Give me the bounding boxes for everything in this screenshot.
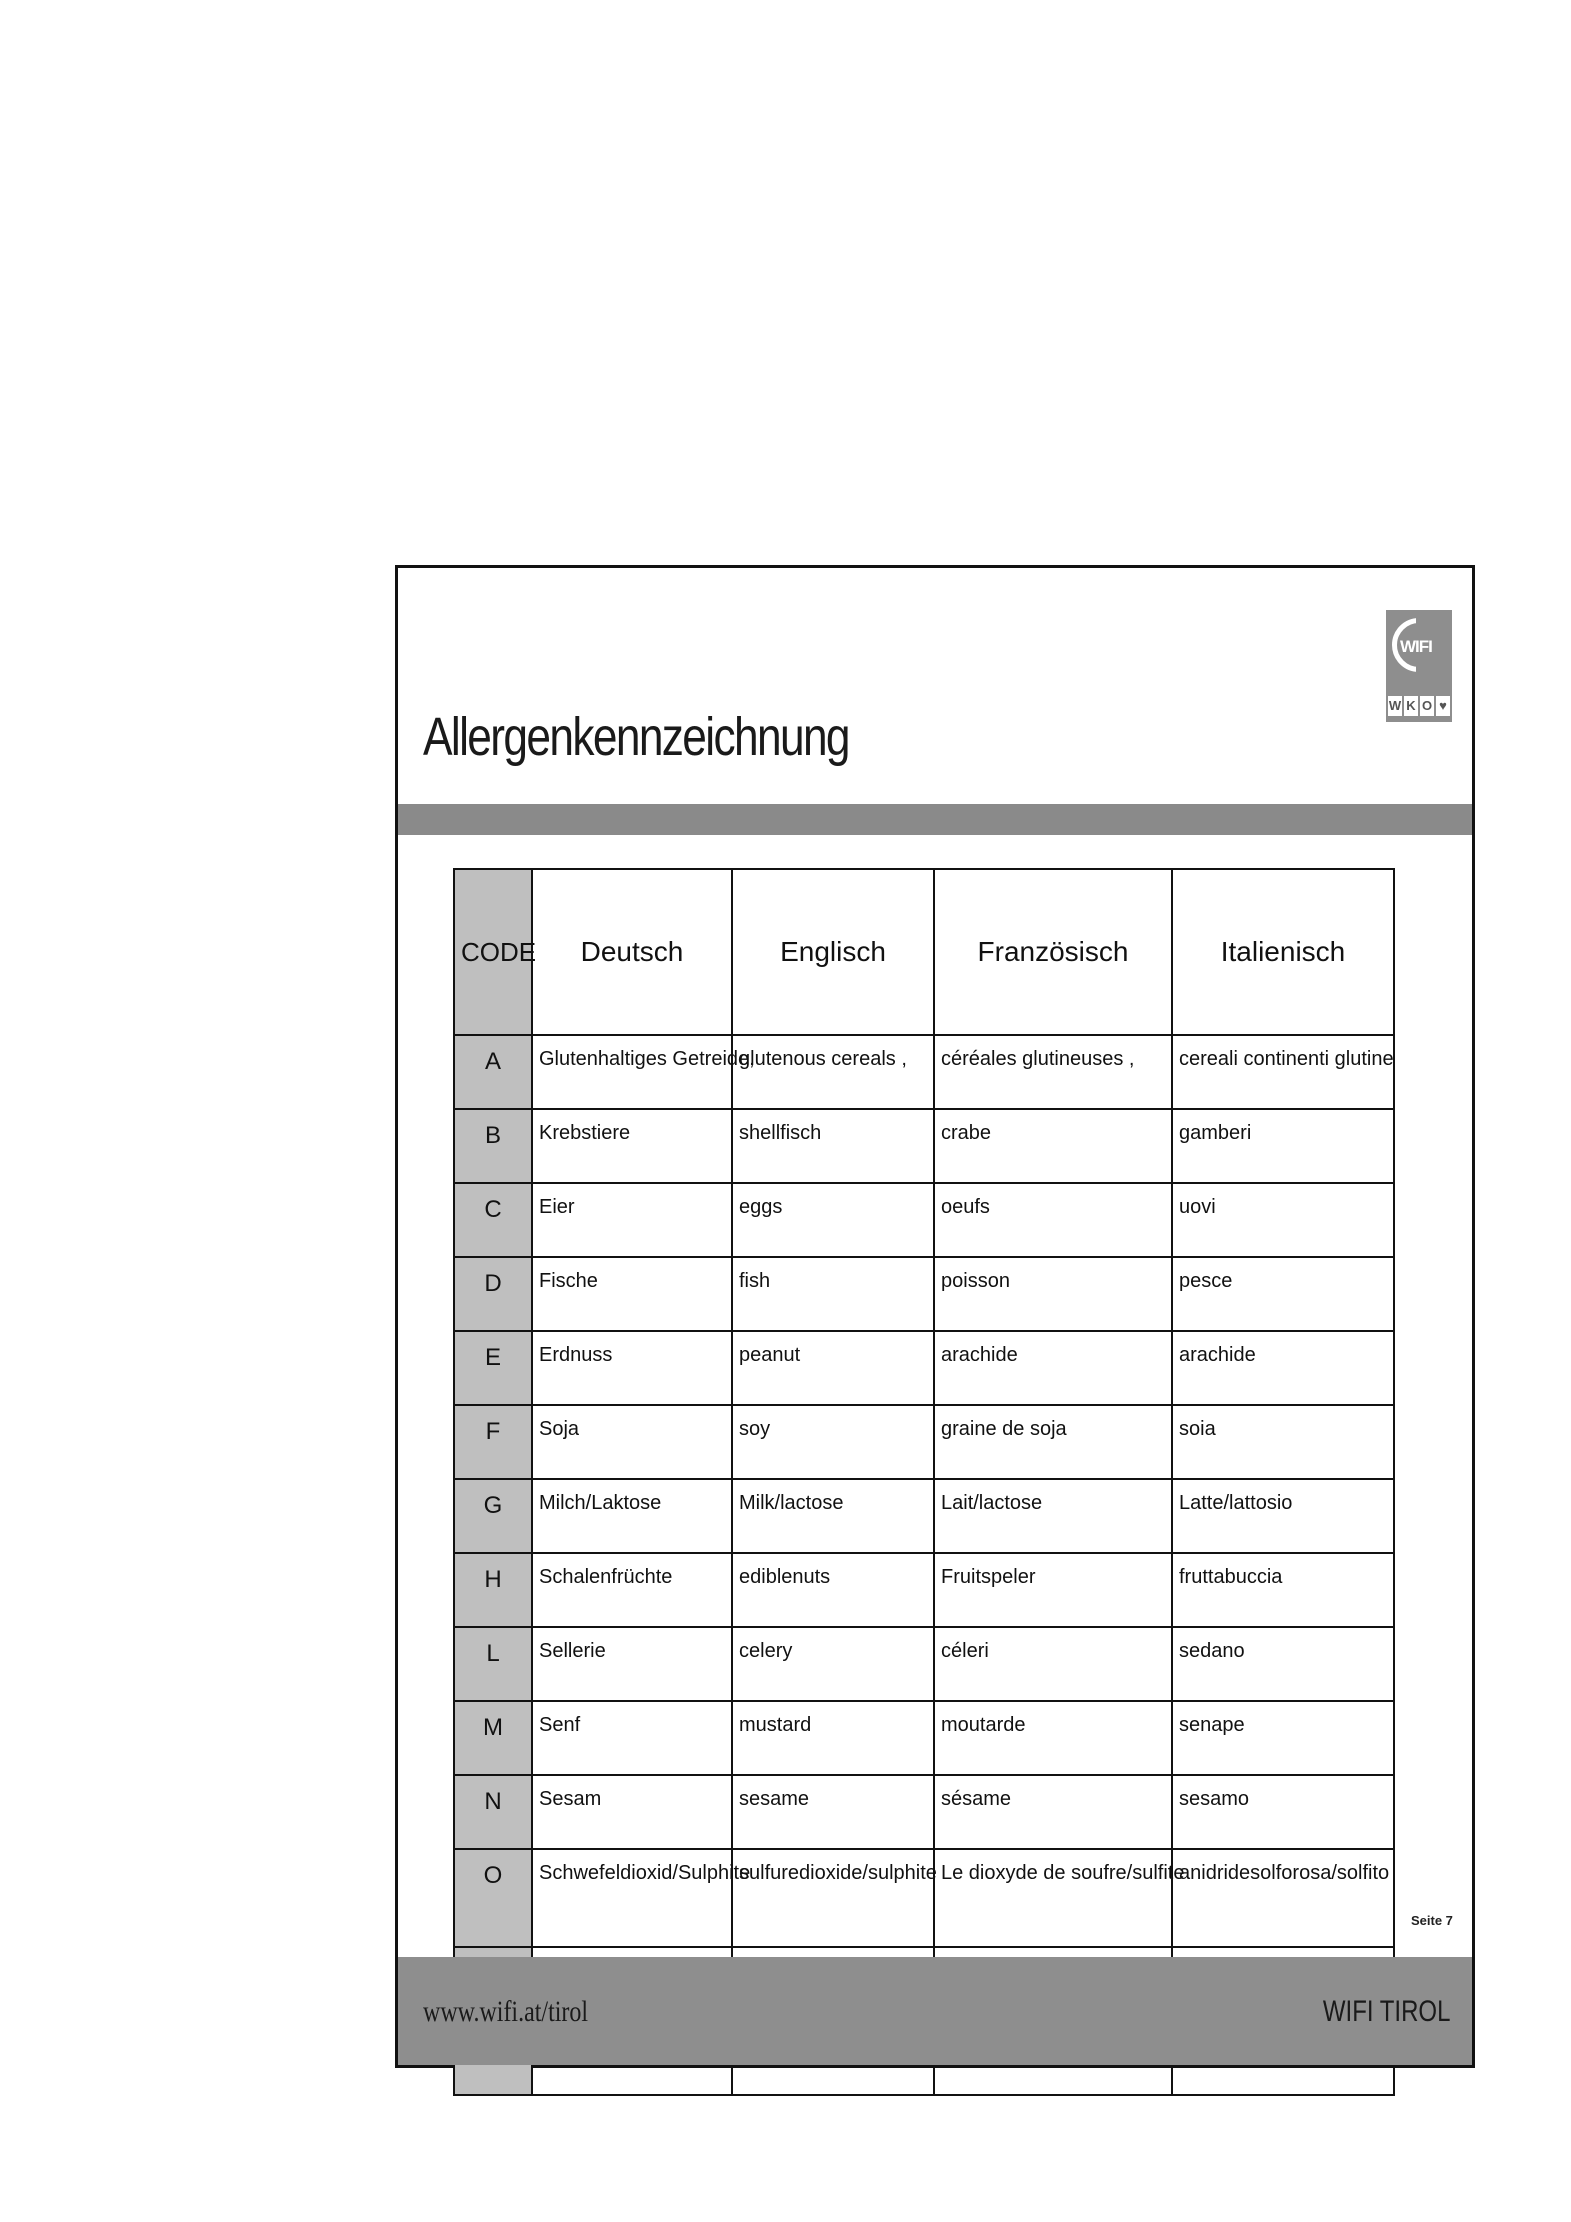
logo-sub-letter: W [1388,696,1402,716]
englisch-cell: eggs [732,1183,934,1257]
franzoesisch-cell: Lait/lactose [934,1479,1172,1553]
table-row [454,1331,1394,1405]
franzoesisch-cell: arachide [934,1331,1172,1405]
code-cell: E [454,1331,532,1405]
table-row [454,1405,1394,1479]
italienisch-cell: arachide [1172,1331,1394,1405]
table-row [454,1849,1394,1947]
italienisch-cell: cereali continenti glutine [1172,1035,1394,1109]
franzoesisch-cell: crabe [934,1109,1172,1183]
franzoesisch-cell: sésame [934,1775,1172,1849]
italienisch-cell: pesce [1172,1257,1394,1331]
header-divider-bar [398,804,1472,835]
italienisch-cell: uovi [1172,1183,1394,1257]
code-cell: D [454,1257,532,1331]
englisch-cell: fish [732,1257,934,1331]
franzoesisch-cell: Fruitspeler [934,1553,1172,1627]
logo-sub-letter: ♥ [1436,696,1450,716]
code-cell: M [454,1701,532,1775]
italienisch-cell: soia [1172,1405,1394,1479]
italienisch-cell: senape [1172,1701,1394,1775]
italienisch-cell: anidridesolforosa/solfito [1172,1849,1394,1947]
logo-subline [1388,696,1450,716]
franzoesisch-cell: poisson [934,1257,1172,1331]
table-header-row [454,869,1394,1035]
englisch-cell: ediblenuts [732,1553,934,1627]
table-row [454,1775,1394,1849]
englisch-cell: sesame [732,1775,934,1849]
logo-sub-letter: O [1420,696,1434,716]
franzoesisch-cell: oeufs [934,1183,1172,1257]
footer-brand: WIFI TIROL [1322,1995,1450,2028]
page-number-label: Seite 7 [1411,1913,1453,1928]
code-cell: N [454,1775,532,1849]
franzoesisch-cell: céleri [934,1627,1172,1701]
deutsch-cell: Schalenfrüchte [532,1553,732,1627]
code-cell: A [454,1035,532,1109]
deutsch-cell: Erdnuss [532,1331,732,1405]
italienisch-cell: gamberi [1172,1109,1394,1183]
slide-frame [395,565,1475,2068]
deutsch-cell: Fische [532,1257,732,1331]
deutsch-cell: Schwefeldioxid/Sulphite [532,1849,732,1947]
table-row [454,1257,1394,1331]
deutsch-cell: Sesam [532,1775,732,1849]
deutsch-cell: Sellerie [532,1627,732,1701]
englisch-cell: shellfisch [732,1109,934,1183]
table-row [454,1553,1394,1627]
table-row [454,1109,1394,1183]
column-header-franzoesisch: Französisch [934,869,1172,1035]
footer-url: www.wifi.at/tirol [423,1995,589,2028]
allergen-table-wrapper [453,868,1393,2096]
italienisch-cell: Latte/lattosio [1172,1479,1394,1553]
code-cell: L [454,1627,532,1701]
column-header-italienisch: Italienisch [1172,869,1394,1035]
franzoesisch-cell: moutarde [934,1701,1172,1775]
englisch-cell: soy [732,1405,934,1479]
deutsch-cell: Milch/Laktose [532,1479,732,1553]
englisch-cell: mustard [732,1701,934,1775]
logo-text: WIFI [1400,637,1432,656]
franzoesisch-cell: graine de soja [934,1405,1172,1479]
logo-sub-letter: K [1404,696,1418,716]
englisch-cell: sulfuredioxide/sulphite [732,1849,934,1947]
englisch-cell: glutenous cereals , [732,1035,934,1109]
footer-bar [398,1957,1472,2065]
code-cell: F [454,1405,532,1479]
code-cell: O [454,1849,532,1947]
franzoesisch-cell: Le dioxyde de soufre/sulfite [934,1849,1172,1947]
code-cell: C [454,1183,532,1257]
code-cell: G [454,1479,532,1553]
deutsch-cell: Senf [532,1701,732,1775]
englisch-cell: peanut [732,1331,934,1405]
italienisch-cell: sedano [1172,1627,1394,1701]
column-header-englisch: Englisch [732,869,934,1035]
table-row [454,1035,1394,1109]
franzoesisch-cell: céréales glutineuses , [934,1035,1172,1109]
englisch-cell: Milk/lactose [732,1479,934,1553]
code-cell: H [454,1553,532,1627]
deutsch-cell: Soja [532,1405,732,1479]
wifi-logo [1386,610,1452,722]
column-header-deutsch: Deutsch [532,869,732,1035]
englisch-cell: celery [732,1627,934,1701]
deutsch-cell: Glutenhaltiges Getreide, [532,1035,732,1109]
allergen-table [453,868,1395,2096]
page-title: Allergenkennzeichnung [423,707,849,767]
table-row [454,1701,1394,1775]
table-row [454,1627,1394,1701]
column-header-code: CODE [454,869,532,1035]
table-row [454,1479,1394,1553]
code-cell: B [454,1109,532,1183]
deutsch-cell: Krebstiere [532,1109,732,1183]
table-row [454,1183,1394,1257]
deutsch-cell: Eier [532,1183,732,1257]
italienisch-cell: fruttabuccia [1172,1553,1394,1627]
italienisch-cell: sesamo [1172,1775,1394,1849]
